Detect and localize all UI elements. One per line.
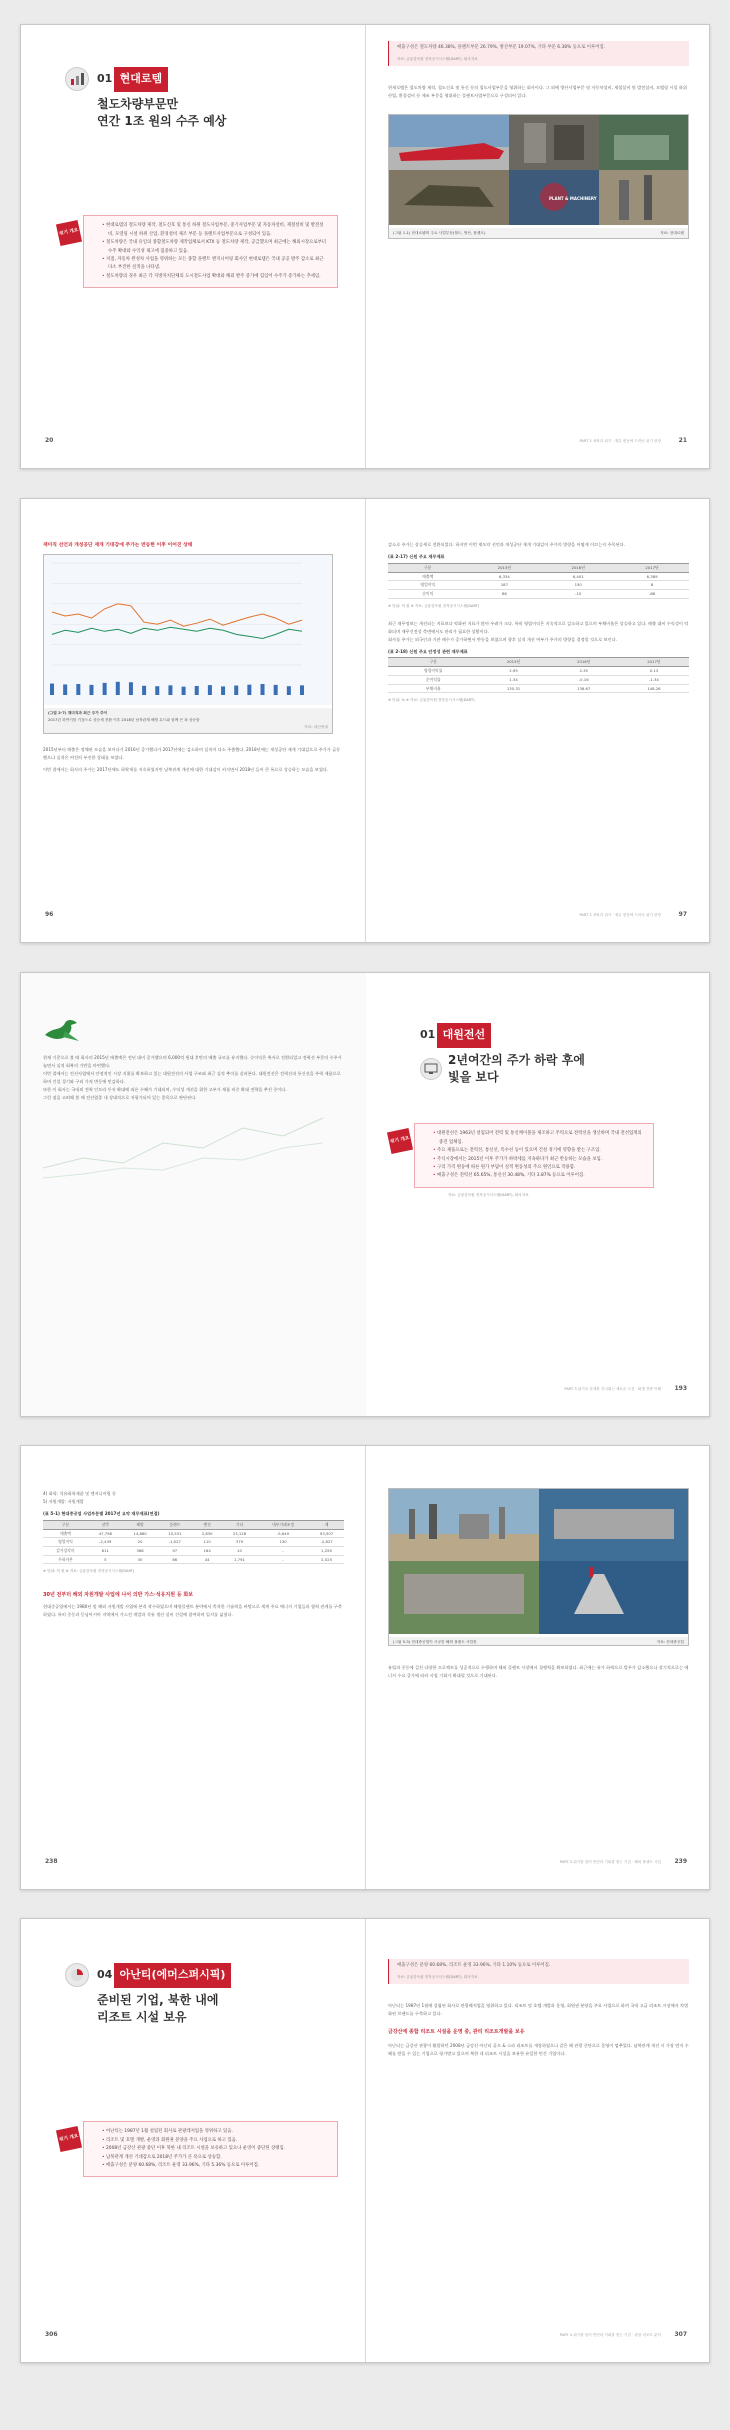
cell: 0.13: [619, 667, 689, 676]
page-left: [21, 1446, 366, 1889]
cell: 47,798: [88, 1529, 123, 1538]
body-text: 2015년부터 매출은 정체된 모습을 보이다가 2016년 증가했다가 2017년에는 감소하며 실적이 다소 주춤했다. 2018년에는 개성공단 재개 기대감으로 주가가 급등했으나 실적은 여전히 부진한 상태를 보였다.: [43, 747, 341, 761]
sales-mix-text: 매출구성은 철도차량 46.38%, 플랜트부문 26.79%, 방산부문 19.07%, 기타 부문 6.38% 등으로 이루어짐.: [397, 45, 606, 50]
cell: 135.31: [478, 684, 548, 693]
cell: 2,025: [309, 1555, 344, 1564]
volume-bar: [195, 686, 199, 695]
cell: 368: [123, 1547, 158, 1556]
dove-icon: [43, 1017, 83, 1047]
table-row: [388, 590, 689, 599]
subtitle-line-1: 2년여간의 주가 하락 후에: [448, 1052, 585, 1067]
cell: 611: [88, 1547, 123, 1556]
cell: -10: [541, 590, 615, 599]
cell: 14,860: [123, 1529, 158, 1538]
book-spread-1: [20, 24, 710, 469]
photo-caption-text: (그림 5-3) 현대중공업이 시공한 해외 플랜트 사업장: [393, 1639, 477, 1644]
col-header: 플랜트: [157, 1520, 192, 1529]
col-header: 2016년: [541, 563, 615, 572]
col-header: 계: [309, 1520, 344, 1529]
col-header: 엔진: [192, 1520, 222, 1529]
table-row: [388, 667, 689, 676]
volume-bar: [168, 685, 172, 695]
volume-bar: [208, 685, 212, 695]
col-header: 해양: [123, 1520, 158, 1529]
cell: -1,027: [157, 1538, 192, 1547]
monitor-icon: [420, 1058, 442, 1080]
crisis-bullet: • 저점, 자동차 완성차 사업을 영위하는 모든 종합 플랜트 엔지니어링 회사인 현대로템은 국내 공공 발주 감소로 최근 다소 부진한 실적을 나타냄.: [102, 256, 329, 273]
cell: 6,401: [541, 572, 615, 581]
cell: 10,531: [157, 1529, 192, 1538]
cell: -0.16: [549, 675, 619, 684]
cell: 97: [157, 1547, 192, 1556]
col-header: 기타: [222, 1520, 257, 1529]
crisis-tag: 위기 개요: [56, 2126, 82, 2152]
cell: 379: [222, 1538, 257, 1547]
highlight-heading: 금강산에 종합 리조트 시설을 운영 중, 관리 리조트개발을 보유: [388, 2029, 525, 2036]
volume-bar: [116, 682, 120, 695]
running-head: PART 3 위기의 한계를 건너뛰는 새로운 도전 · 회생 전략 이해: [564, 1387, 661, 1392]
book-spread-5: [20, 1918, 710, 2363]
body-text: 현재로템은 철도차량 제작, 철도신호 및 통신 등의 철도사업부문을 영위하는 회사이다. 그 외에 방산사업부문 및 자동차설비, 제철설비 및 발전설비, 모델링 시설 하위 산업, 환경설비 등 제조 부문을 영위하는 플랜트사업부문으로 구성되어 있다.: [388, 85, 687, 99]
figure-source: 자료: 현대로템: [660, 231, 684, 236]
book-spread-4: [20, 1445, 710, 1890]
cell: 150: [541, 581, 615, 590]
volume-bar: [234, 686, 238, 695]
crisis-bullet: • 대원전선은 1963년 설립되어 전력 및 통신케이블을 제조하고 주력으로 전력선을 생산하며 국내 전선업계의 중견 업체임.: [433, 1130, 645, 1147]
body-text: 아난티는 금강산 관광이 활발하던 2008년 금강산 아난티 골프 & 스파 리조트를 개장하였으나 같은 해 관광 중단으로 운영이 멈추었다. 남북관계 개선 시 가장 먼저 수혜를 받을 수 있는 기업으로 평가받고 있으며 북한 내 리조트 시설을 보유한 유일한 민간 기업이다.: [388, 2042, 689, 2056]
cell: 1.34: [478, 675, 548, 684]
body-text: 현대중공업에서는 1980년 말 해외 자원개발 사업에 본격 착수하였으며 해양플랜트 분야에서 축적한 기술력을 바탕으로 세계 주요 에너지 기업들과 협력 관계를 구축하였다. 특히 중동과 동남아시아 지역에서 가스전 개발과 석유 생산 설비 건설에 참여하며 입지를 넓혔다.: [43, 1604, 342, 1618]
page-left: [21, 25, 366, 468]
crisis-bullet: • 주식시장에서는 2015년 이후 주가가 하락세를 지속하다가 최근 반등하는 모습을 보임.: [433, 1156, 645, 1164]
chart-caption-note: 2017년 하반기를 기점으로 상승세 전환 이후 2018년 남북관계 해빙 무드와 함께 큰 폭 상승함: [48, 718, 200, 723]
table-row: [43, 1529, 344, 1538]
page-number: 239: [674, 1857, 687, 1865]
crisis-summary-box: [389, 1123, 654, 1187]
cell: 86: [467, 590, 541, 599]
pie-chart-icon: [65, 1963, 89, 1987]
photo-caption: [389, 1637, 688, 1646]
cell: 감가상각비: [43, 1547, 88, 1556]
figure-caption: [389, 228, 688, 239]
table-row: [43, 1547, 344, 1556]
table-caption: (표 2-17) 신원 주요 재무제표: [388, 553, 445, 559]
book-spread-2: [20, 498, 710, 943]
crisis-bullet: • 매출구성은 분양 60.68%, 리조트 운영 33.96%, 기타 5.36% 등으로 이루어짐.: [102, 2162, 329, 2170]
volume-bar: [142, 686, 146, 695]
cell: 2.95: [478, 667, 548, 676]
cell: 164: [192, 1547, 222, 1556]
table-note: ※ 단위: 억 원 ※ 자료: 금융감독원 전자공시시스템(DART): [43, 1569, 135, 1574]
cell: -2,439: [88, 1538, 123, 1547]
crisis-bullet: • 구리 가격 변동에 따른 원가 부담이 실적 변동성의 주요 원인으로 작용함.: [433, 1164, 645, 1172]
table-row: [388, 684, 689, 693]
cell: 8: [615, 581, 689, 590]
table-row: [388, 581, 689, 590]
crisis-summary-box: [58, 2121, 338, 2177]
body-text: 유럽과 중동에 걸친 다양한 프로젝트를 성공적으로 수행하며 해외 플랜트 시장에서 경쟁력을 확보하였다. 최근에는 유가 하락으로 발주가 감소했으나 장기적으로는 에너지 수요 증가에 따라 사업 기회가 확대될 것으로 기대된다.: [388, 1665, 689, 1678]
body-text: 회사를 주가는 외국인과 기관 매수가 증가하면서 반등을 보였으며 향후 실적 개선 여부가 주가의 방향을 결정할 것으로 보인다.: [388, 636, 617, 642]
subtitle-line-1: 철도차량부문만: [97, 96, 179, 111]
cell: 2.35: [549, 667, 619, 676]
body-text: 이번 절에서는 회사의 주가는 2017년에도 하락세를 지속하였지만 남북관계 개선에 대한 기대감이 커지면서 2018년 들어 큰 폭으로 상승하는 모습을 보였다.: [43, 767, 329, 773]
col-header: 2016년: [549, 658, 619, 667]
cell: 순이익률: [388, 675, 478, 684]
volume-bar: [182, 687, 186, 695]
body-text: 감소로 주가는 상승세로 전환되었다. 하지만 이번 재도약 선언과 개성공단 재개 기대감이 주가의 방향을 어떻게 이끄는지 주목된다.: [388, 542, 626, 547]
cell: 44: [192, 1555, 222, 1564]
cell: 30: [123, 1555, 158, 1564]
cell: 6,334: [467, 572, 541, 581]
col-header: 2017년: [615, 563, 689, 572]
body-text: 최근 재무정보는 개선되는 지표보다 악화된 지표가 많아 우려가 크다. 특히 영업이익은 지속적으로 감소하고 있으며 부채비율은 상승하고 있다. 매출 대비 수익성이 악화되며 재무건전성 측면에서도 관리가 필요한 상황이다.: [388, 620, 689, 634]
cell: 매출액: [388, 572, 467, 581]
body-text: 5) 자원개발: 자원개발: [43, 1498, 84, 1504]
cell: 10: [222, 1547, 257, 1556]
volume-bar: [89, 685, 93, 695]
running-head: PART 2 쇠락과 위기 · 재무 변동에 드러난 위기 현장: [579, 439, 661, 444]
col-header: 선박: [88, 1520, 123, 1529]
body-text: 4) 화학: 석유화학제품 및 엔지니어링 등: [43, 1491, 117, 1496]
volume-bar: [247, 685, 251, 695]
body-text: 아난티는 1987년 1월에 설립된 회사로 관광레저업을 영위하고 있다. 리조트 및 호텔 개발과 운영, 회원권 분양을 주요 사업으로 하며 국내 고급 리조트 시장에서 차별화된 브랜드를 구축하고 있다.: [388, 2003, 689, 2017]
business-photo-collage: [388, 114, 689, 239]
subtitle-line-2: 리조트 시설 보유: [97, 2009, 187, 2024]
segment-table-body: [43, 1529, 344, 1564]
volume-bar: [261, 684, 265, 695]
page-right: [366, 1446, 710, 1889]
cell: 1,250: [309, 1547, 344, 1556]
page-right: [366, 1919, 710, 2362]
crisis-bullet: • 매출구성은 전력선 65.65%, 통신선 30.48%, 기타 3.87% 등으로 이루어짐.: [433, 1172, 645, 1180]
cell: -5,640: [257, 1529, 309, 1538]
decorative-chart-lines: [43, 1108, 343, 1188]
cell: 1,791: [222, 1555, 257, 1564]
cell: -1.34: [619, 675, 689, 684]
cell: 20: [123, 1538, 158, 1547]
page-right: [366, 499, 710, 942]
section-chart-icon: [65, 67, 89, 91]
crisis-tag: 위기 개요: [56, 220, 82, 246]
source-note: 자료: 금융감독원 전자공시시스템(DART), 회사자료: [448, 1192, 529, 1197]
company-name: 아난티(에머스퍼시픽): [114, 1963, 232, 1988]
col-header: 내부거래조정: [257, 1520, 309, 1529]
chart-caption: [44, 708, 332, 733]
volume-bar: [129, 682, 133, 695]
cell: 영업이익: [43, 1538, 88, 1547]
cell: 23,128: [222, 1529, 257, 1538]
sales-mix-box: [388, 41, 689, 66]
crisis-bullet: • 리조트 및 호텔 개발, 운영과 회원권 분양을 주요 사업으로 하고 있음.: [102, 2137, 329, 2145]
col-header: 구분: [388, 563, 467, 572]
sales-mix-box: [388, 1959, 689, 1984]
page-number: 20: [45, 436, 54, 444]
table-caption: (표 2-18) 신원 주요 안정성 관련 재무제표: [388, 648, 468, 654]
cell: 138.67: [549, 684, 619, 693]
subtitle-line-2: 연간 1조 원의 수주 예상: [97, 113, 227, 128]
cell: 6,389: [615, 572, 689, 581]
page-number: 306: [45, 2330, 58, 2338]
plant-photo-collage: [388, 1488, 689, 1646]
crisis-bullet: • 아난티는 1987년 1월 설립된 회사로 관광레저업을 영위하고 있음.: [102, 2128, 329, 2136]
crisis-bullet: • 주요 제품으로는 전력선, 통신선, 특수선 등이 있으며 건설 경기에 영향을 받는 구조임.: [433, 1147, 645, 1155]
cell: 2,830: [192, 1529, 222, 1538]
running-head: PART 2 쇠락과 위기 · 재무 변동에 드러난 위기 현장: [579, 913, 661, 918]
sales-mix-source: 자료: 금융감독원 전자공시시스템(DART), 회사자료: [397, 1975, 478, 1980]
page-number: 193: [674, 1384, 687, 1392]
table-note: ※ 단위: % ※ 자료: 금융감독원 전자공시시스템(DART): [388, 698, 475, 703]
cell: 130: [257, 1538, 309, 1547]
crisis-bullet: • 현대로템의 철도차량 제작, 철도신호 및 통신 하위 철도사업부문, 중기사업부문 및 자동차설비, 제철설비 및 발전설비, 모델링 시설 하위 산업, 환경설비 제조 부문 등 플랜트사업부문으로 구성되어 있음.: [102, 222, 329, 239]
cell: 5: [88, 1555, 123, 1564]
stock-chart: [44, 555, 332, 705]
body-text: 현재 기준으로 볼 때 회사의 2015년 매출액은 전년 대비 증가했으며 6,000억 원대 후반의 매출 규모를 유지했다. 순이익은 흑자로 전환되었고 전력선 부문의 수주가 늘면서 실적 회복의 기반을 마련했다.: [43, 1054, 342, 1068]
body-text: 이번 절에서는 전선사업에서 안정적인 시장 지위를 확보하고 있는 대원전선의 사업 구조와 최근 실적 추이를 살펴본다. 대원전선은 전력선과 통신선을 주력 제품으로 하며 건설 경기와 구리 가격 변동에 민감하다.: [43, 1070, 341, 1084]
cell: 부채비율: [388, 684, 478, 693]
company-name: 현대로템: [114, 67, 169, 92]
cell: 93,507: [309, 1529, 344, 1538]
plant-label: PLANT & MACHINERY: [549, 196, 597, 202]
subtitle-line-2: 빛을 보다: [448, 1069, 499, 1084]
chart-caption-text: (그림 2-7) 재미직과 최근 주가 추이: [48, 711, 108, 716]
cell: -86: [615, 590, 689, 599]
sales-mix-source: 자료: 금융감독원 전자공시시스템(DART), 회사자료: [397, 57, 478, 62]
col-header: 구분: [43, 1520, 88, 1529]
volume-bar: [103, 683, 107, 695]
cell: 투하자본: [43, 1555, 88, 1564]
plant-collage-image: [389, 1489, 689, 1634]
cell: 매출액: [43, 1529, 88, 1538]
col-header: 2017년: [619, 658, 689, 667]
volume-bar: [300, 685, 304, 695]
cell: 영업이익: [388, 581, 467, 590]
financial-table: [388, 563, 689, 599]
crisis-tag: 위기 개요: [387, 1128, 413, 1154]
col-header: 구분: [388, 658, 478, 667]
figure-caption-text: (그림 1-1) 현대로템의 주요 사업부문(철도, 방산, 플랜트): [393, 231, 486, 236]
table-note: ※ 단위: 억 원 ※ 자료: 금융감독원 전자공시시스템(DART): [388, 603, 480, 608]
page-number: 238: [45, 1857, 58, 1865]
cell: -: [257, 1555, 309, 1564]
page-number: 21: [678, 436, 687, 444]
table-row: [388, 675, 689, 684]
table-caption: (표 5-1) 현대중공업 사업부문별 2017년 요약 재무제표(연결): [43, 1510, 160, 1516]
subtitle-line-1: 준비된 기업, 북한 내에: [97, 1992, 219, 2007]
stock-chart-panel: [43, 554, 333, 734]
crisis-summary-box: [58, 215, 338, 288]
volume-bar: [221, 687, 225, 696]
highlight-heading: 30년 전부터 해외 자원개발 사업에 나서 의반 가스·석유지원 등 화보: [43, 1592, 194, 1599]
col-header: 2015년: [467, 563, 541, 572]
crisis-bullet: • 남북관계 개선 기대감으로 2018년 주가가 큰 폭으로 상승함.: [102, 2154, 329, 2162]
table-row: [43, 1555, 344, 1564]
page-left: [21, 1919, 366, 2362]
section-number: 01: [97, 72, 113, 85]
photo-source: 자료: 현대중공업: [656, 1639, 684, 1644]
cell: 영업이익률: [388, 667, 478, 676]
page-number: 307: [674, 2330, 687, 2338]
body-text: 그런 점을 고려해 볼 때 전선업종 내 상대적으로 저평가되어 있는 종목으로 판단된다.: [43, 1094, 197, 1100]
running-head: PART 4 위기를 넘어 반전의 기회를 찾는 기업 · 관광 리조트 분야: [559, 2333, 661, 2338]
page-right: [366, 973, 710, 1416]
chart-title: 재미직 선언과 개성공단 재개 기대감에 주가는 반등한 이후 이어진 상태: [43, 543, 193, 548]
page-left: [21, 499, 366, 942]
body-text: 또한 이 회사는 국내외 전력 인프라 투자 확대에 따른 수혜가 기대되며, 수익성 개선을 위한 고부가 제품 비중 확대 전략을 추진 중이다.: [43, 1086, 287, 1092]
page-left: [21, 973, 366, 1416]
cell: 148.26: [619, 684, 689, 693]
collage-image: [389, 115, 689, 225]
page-number: 97: [678, 910, 687, 918]
page-number: 96: [45, 910, 54, 918]
table-row: [43, 1538, 344, 1547]
cell: -2,827: [309, 1538, 344, 1547]
page-right: [366, 25, 710, 468]
volume-bar: [155, 686, 159, 695]
crisis-bullet: • 2008년 금강산 관광 중단 이후 북한 내 리조트 시설을 보유하고 있으나 운영이 중단된 상태임.: [102, 2145, 329, 2153]
table-row: [388, 572, 689, 581]
cell: -: [257, 1547, 309, 1556]
section-number: 04: [97, 1968, 113, 1981]
crisis-bullet: • 철도차량은 국내 유일의 종합철도차량 제작업체로서 KTX 등 철도차량 제작, 공급했으며 최근에는 해외시장으로부터 수주 확대와 수익성 제고에 집중하고 있음.: [102, 239, 329, 256]
running-head: PART 3 위기를 넘어 반전의 기회를 찾는 기업 · 해외 플랜트 사업: [559, 1860, 661, 1865]
volume-bar: [287, 686, 291, 695]
volume-bar: [50, 684, 54, 695]
section-number: 01: [420, 1028, 436, 1041]
company-name: 대원전선: [437, 1023, 492, 1048]
stability-table: [388, 657, 689, 693]
chart-source: 자료: 대신증권: [304, 725, 328, 730]
sales-mix-text: 매출구성은 분양 60.68%, 리조트 운영 33.96%, 기타 1.10% 등으로 이루어짐.: [397, 1963, 551, 1968]
segment-table: [43, 1520, 344, 1564]
cell: 순이익: [388, 590, 467, 599]
cell: 110: [192, 1538, 222, 1547]
cell: 187: [467, 581, 541, 590]
volume-bar: [274, 685, 278, 695]
cell: 86: [157, 1555, 192, 1564]
book-spread-3: [20, 972, 710, 1417]
volume-bar: [76, 684, 80, 695]
volume-bar: [63, 685, 67, 696]
crisis-bullet: • 철도차량의 경우 최근 각 지방자치단체의 도시철도사업 확대와 해외 발주 증가에 힘입어 수주가 증가하는 추세임.: [102, 273, 329, 281]
col-header: 2015년: [478, 658, 548, 667]
